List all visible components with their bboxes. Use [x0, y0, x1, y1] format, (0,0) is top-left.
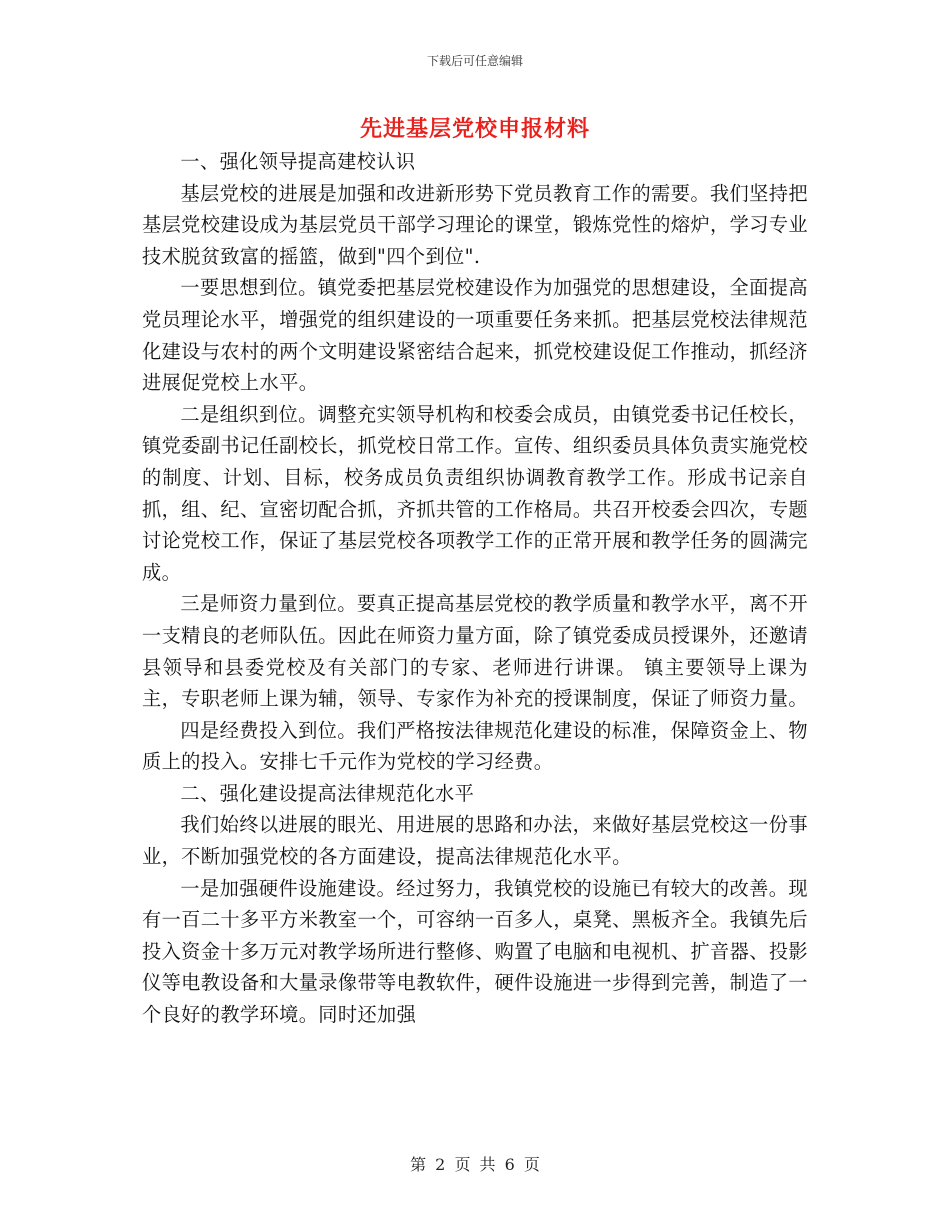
paragraph: 四是经费投入到位。我们严格按法律规范化建设的标准，保障资金上、物质上的投入。安排七千元作为党校的学习经费。: [142, 718, 808, 774]
page-number: 第 2 页 共 6 页: [410, 1155, 540, 1174]
paragraph: 三是师资力量到位。要真正提高基层党校的教学质量和教学水平，离不开一支精良的老师队伍。因此在师资力量方面，除了镇党委成员授课外，还邀请县领导和县委党校及有关部门的专家、老师进行讲课。 镇主要领导上课为主，专职老师上课为辅，领导、专家作为补充的授课制度，保证了师资力量。: [142, 592, 808, 711]
paragraph: 一要思想到位。镇党委把基层党校建设作为加强党的思想建设，全面提高党员理论水平，增强党的组织建设的一项重要任务来抓。把基层党校法律规范化建设与农村的两个文明建设紧密结合起来，抓党校建设促工作推动，抓经济进展促党校上水平。: [142, 276, 808, 395]
paragraph: 我们始终以进展的眼光、用进展的思路和办法，来做好基层党校这一份事业，不断加强党校的各方面建设，提高法律规范化水平。: [142, 813, 808, 869]
document-body: [142, 146, 808, 1031]
paragraph: 一是加强硬件设施建设。经过努力，我镇党校的设施已有较大的改善。现有一百二十多平方米教室一个，可容纳一百多人，桌凳、黑板齐全。我镇先后投入资金十多万元对教学场所进行整修、购置了电脑和电视机、扩音器、投影仪等电教设备和大量录像带等电教软件，硬件设施进一步得到完善，制造了一个良好的教学环境。同时还加强: [142, 876, 808, 1027]
section-heading-1: 一、强化领导提高建校认识: [180, 150, 416, 173]
header-note: 下载后可任意编辑: [426, 54, 523, 68]
section-heading-2: 二、强化建设提高法律规范化水平: [180, 781, 475, 805]
document-title: 先进基层党校申报材料: [359, 117, 590, 142]
paragraph: 二是组织到位。调整充实领导机构和校委会成员，由镇党委书记任校长，镇党委副书记任副校长，抓党校日常工作。宣传、组织委员具体负责实施党校的制度、计划、目标，校务成员负责组织协调教育教学工作。形成书记亲自抓，组、纪、宣密切配合抓，齐抓共管的工作格局。共召开校委会四次，专题讨论党校工作，保证了基层党校各项教学工作的正常开展和教学任务的圆满完成。: [142, 402, 808, 584]
paragraph: 基层党校的进展是加强和改进新形势下党员教育工作的需要。我们坚持把基层党校建设成为基层党员干部学习理论的课堂，锻炼党性的熔炉，学习专业技术脱贫致富的摇篮，做到"四个到位".: [142, 181, 808, 268]
